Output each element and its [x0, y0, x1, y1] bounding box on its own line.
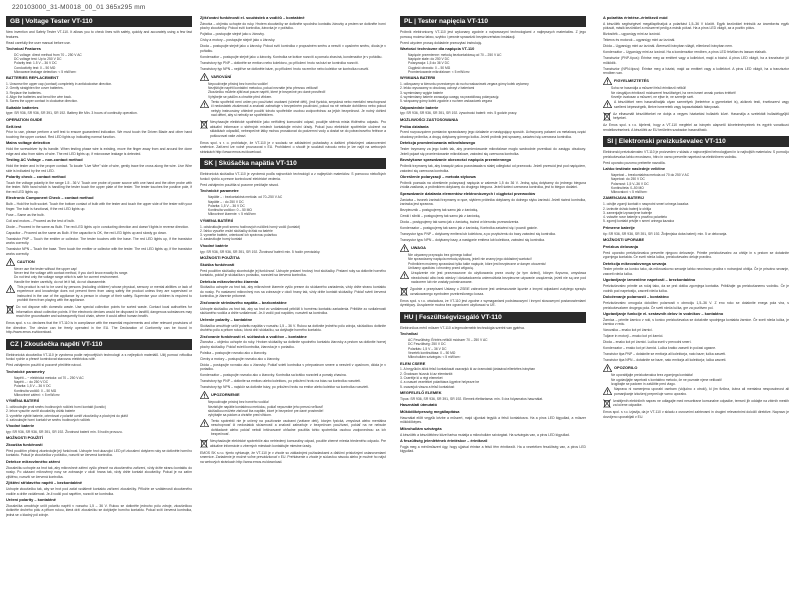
manual-section: [6, 16, 192, 335]
intro-text: New invention and Safety Tester VT-110. It allows you to check lines with safety, quickly and accurately using a few fast features.: [6, 30, 192, 39]
component-check-heading: Electronic Component Check – contact method: [6, 195, 94, 201]
warning-triangle-icon: [603, 387, 612, 395]
component-check-heading: A polaritás érintése–érintkező mód: [603, 15, 668, 20]
disposal-text: Do not dispose with domestic waste. Use special collection points for sorted waste. Contact local authorities for information about collection points. If the electronic devices would be disposed in landfill, dangerous substances may reach the groundwater and subsequently food chain, where it could affect human health.: [16, 305, 192, 319]
warning-triangle-icon: [6, 258, 15, 266]
caution-item: Do not test only the voltage range which is safe for current environment.: [14, 275, 120, 280]
battery-heading: WYMIANA BATERII: [400, 75, 436, 81]
safety-note-row: [603, 387, 789, 398]
disposal-row: [400, 287, 586, 298]
batteries-text: typ: SR 936, SR 936, SR 391, SR 192. Životnost baterií min. 5 hodin provozu.: [6, 429, 123, 434]
battery-step: 4. zaskrutkujte horný kontakt: [200, 237, 242, 242]
diode-text: Dioda – postępujemy tak samo jak z żarówką, świeci w kierunku przewodzenia.: [400, 220, 520, 225]
self-test-heading: Skúška funkčnosti: [200, 261, 235, 267]
battery-heading: ZAMENJAVA BATERIJ: [603, 195, 644, 201]
battery-step: 1. odskrutkujte proti smeru hodinových ručičiek horný vodič (kontakt): [200, 224, 301, 229]
column-3: [400, 14, 586, 605]
battery-step: 5. csavarjuk vissza a felső kontaktust: [400, 384, 455, 389]
spec-item: Microwave leakage detection: < 5 mW/cm²: [14, 69, 77, 74]
warning-triangle-icon: [400, 271, 409, 279]
fuse-text: Poistka – postupujte rovnako ako u žiarovky.: [200, 350, 267, 355]
safety-note: Urządzenie nie jest przeznaczone do użytkowania przez osoby (w tym dzieci), którym fizyczna, umysłowa niezdolność albo brak wiedzy i doświadczenia uniemożliwia bezpieczne używanie urządzenia, jeżeli nie są one pod nadzorem lub nie zostały poinstruowane.: [411, 271, 586, 285]
batteries-text: Típus: SR 936, SR 936, SR 391, SR 192. Elemek élettartama: min. 5 óra folyamatos használat.: [400, 396, 544, 401]
caution-item: vyhýbajte sa pádom a chráňte pred vlhkom.: [208, 413, 272, 418]
conformity-text: Emos spol. s r.o. oświadcza, że VT-110 jest zgodne z wymaganiami podstawowymi i innymi stosownymi postanowieniami dyrektywy. Urządzenie można bez ograniczeń użytkować w UE.: [400, 298, 586, 308]
spec-item: DC voltage: direct method from 70 – 250 V AC: [14, 52, 82, 57]
ac-voltage-heading: Zjištění střídavého napětí – bezkontaktně: [6, 480, 83, 486]
battery-step: 3. Replace the batteries.: [6, 90, 42, 95]
intro-text: Elektronická zkoušečka VT-110 je vyrobena podle nejnovějších technologií a s nejlepších materiálů. Užij pomocí několika funkcí rychle a přesně kontrolovat stavovou elektrickou sítě.: [6, 352, 192, 362]
capacitor-text: Kondenzátor – postupujte rovnako ako u žiarovky. Kontrolka sa krátko rozsvieti a pomaly zhasína.: [200, 373, 347, 378]
batteries-text: tip: SR 936, SR 936, SR 391, SR 192. Življenjska doba baterij: min. 5 ur delovanja.: [603, 231, 728, 236]
manual-section: [400, 16, 586, 308]
warning-triangle-icon: [200, 73, 209, 81]
spec-item: Mikrovlnné záření: < 5 mW/cm²: [14, 392, 60, 397]
transistor-npn-text: Tranzisztor (NPN-típus): Érintse meg a bázist, majd az emittert vagy a kollektort. A piros LED világít, ha a tranzisztor rendben van.: [603, 66, 789, 76]
safety-note: Tento spotrebič nie je určený na používanie osobami (vrátane detí), ktorým fyzická, zmyslová alebo mentálna neschopnosť či nedostatok skúseností a znalostí zabraňuje v bezpečnom používaní, pokiaľ na ne nebude dohliadané alebo pokiaľ neboli inštruované ohľadne použitia tohto spotrebiča osobou zodpovednou za ich bezpečnosť.: [211, 418, 386, 437]
disposal-text: Nevyhazujte elektrické spotřebiče jako netříděný komunální odpad, použijte sběrná místa tříděného odpadu. Pro aktuální informace o sběrných místech kontaktujte místní úřady. Pokud jsou elektrické spotřebiče uložené na skládkách odpadků, nebezpečné látky mohou prosakovat do podzemní vody a dostat se do potravinového řetězce a poškozovat vaše zdraví.: [210, 120, 386, 138]
microwave-text: Tester trzymamy za jego kołek tak, aby promieniowanie mikrofalowe mogło swobodnie przenikać do zasięgu obudowy. Jeżeli pojawi się promieniowanie mikrofalowe, zaświeci się czerwona kontrolka.: [400, 147, 586, 156]
conformity-text: Emos spol. s r. o. prohlašuje, že VT-110 je v souladu se základními požadavky a dalšími příslušnými ustanoveními směrnice. Zařízení lze volně provozovat v EU. Prohlášení o shodě je součástí návodu nebo je lze najít na webových stránkách http://www.emos.eu/download.: [200, 140, 386, 154]
coil-text: Tuljave in motorji – enako kot pri žarnici.: [603, 334, 664, 339]
weee-bin-icon: [6, 305, 14, 314]
manual-section: [200, 16, 386, 154]
spec-item: Conductivity test: 0 – 50 MΩ: [14, 65, 56, 70]
bulb-text: Žiarovka – objímku uchopte do ruky. Hrotom skúšačky sa dotknite spodného kontaktu žiarovky a prstom sa dotknite hornej plochy skúšačky. Pokiaľ svieti kontrolka, žiarovka je v poriadku.: [200, 340, 386, 349]
bulb-text: Žarnica – primite žarnico v roki, s konico preizkuševalca se dotaknite spodnjega kontakta žarnice. Če sveti rdeča lučka, je žarnica v redu.: [603, 317, 789, 327]
spec-heading: Technical Features: [6, 46, 41, 51]
caution-heading: UWAGA: [411, 245, 426, 251]
weee-bin-icon: [400, 287, 408, 296]
section-title: SI | Elektronski preizkuševalec VT-110: [603, 136, 789, 147]
bulb-text: Żarówka – trzonek żarówki trzymamy w ręce, stykiem próbnika dotykamy do dolnego styku żarówki. Jeżeli świeci kontrolka, żarówka jest sprawna.: [400, 197, 586, 207]
battery-heading: VÝMENA BATÉRIÍ: [200, 217, 233, 223]
coil-text: Cewki i silniki – postępujemy tak samo jak z żarówką.: [400, 214, 481, 219]
spec-heading: Technikai: [400, 331, 418, 337]
warning-triangle-icon: [603, 364, 612, 372]
fuse-text: Biztosíték – ugyanúgy mint az izzónál.: [603, 32, 661, 37]
battery-step: 3. vymeňte batérie, orientovať ich správnou polaritou: [200, 233, 277, 238]
battery-step: 3. Cserélje ki a régi elemeket: [400, 376, 443, 380]
batteries-heading: MEGFELELŐ ELEMEK: [400, 389, 442, 395]
manual-section: [200, 158, 386, 464]
polarity-heading: Polarity check – contact method: [6, 174, 66, 180]
conformity-text: Emos spol. s r.o. izjavlja, da je VT-110 v skladu z osnovnimi zahtevami in drugimi relevantnimi določili direktive. Napravo je dovoljeno uporabljati v EU.: [603, 410, 789, 419]
spec-item: Vezeték kontinuitása: 0 – 50 MΩ: [408, 351, 456, 356]
spec-item: Polarita: 1,5 V – 36 V DC: [14, 384, 51, 389]
caution-item: Ne ugotavljajte napetosti s kontaktno metodo, če ne poznate njene velikosti!: [611, 377, 722, 382]
read-manual-note: Read carefully the user manual before use.: [6, 40, 71, 45]
self-test-text: Pred uporabo preizkuševalca preverite njegovo delovanje. Primite preizkuševalec za ohišje in s prstom se dotaknite zgornjega kontakta. Če sveti rdeča lučka, preizkuševalec deluje pravilno.: [603, 250, 789, 260]
ac-voltage-text: Uchopte skúšačku za hrot tak, aby sa hrot vo vzdialenosti priblížil k hornému kontaktu zariadenia. Približte zo vzdialenosti skúšaného vodiča a držte vzdialenosť. Je-li vodič pod napätím, rozsvieti sa kontrolka.: [200, 306, 386, 316]
spec-item: Napięcie przemienne: metodą bezkontaktową od 70 – 250 V AC: [408, 52, 502, 57]
spec-item: Napätie – : bezkontaktná metóda: od 70–250 V AC: [208, 195, 283, 200]
coil-text: Coil and motors – Proceed as the test of bulb.: [6, 218, 75, 223]
spec-item: Napetost: do 250 V DC: [611, 177, 645, 182]
caution-item: skúšačkou môžete zisťovať iba napätie, ktoré je bezpečné pre dané prostredie!: [208, 408, 324, 413]
fuse-text: Bezpiecznik – postępujemy tak samo jak z żarówką.: [400, 208, 479, 213]
spec-heading: Wartości techniczne dla napięcia VT-110: [400, 46, 475, 51]
file-label: 220103000_31-M0018_00_01 365x295 mm: [12, 4, 146, 11]
capacitor-text: Kondensator – postępujemy tak samo jak z żarówką. Kontrolka zaświeci się i powoli gaśnie.: [400, 226, 538, 231]
spec-item: Polarita: 1,5 V – 36 V DC: [208, 203, 245, 208]
batteries-text: type: SR 936, SR 936, SR 391, SR 192. Battery life Min. 3 hours of continuity operation.: [6, 111, 138, 116]
warning-triangle-icon: [603, 77, 612, 85]
intro-text: Elektronski preizkuševalec VT-110 je proizveden v skladu z najnovejšimi tehnologijami in iz najboljših materialov. S pomočjo preizkuševalca lahko enostavno, hitro in varno preverite napetost na električnem vodniku.: [603, 150, 789, 159]
transistor-pnp-text: Transistor PNP – Touch the emitter or collector. The tester touches with the base. The red LED lights up, if the transistor works correctly.: [6, 236, 192, 246]
battery-step: 3. zamenjajte izpraznjene baterije: [603, 210, 653, 215]
transistor-npn-text: Transistor NPN – Touch the base. Then touch the emitter or collector with the tester. The red LED lights up, if the transistor works correctly.: [6, 247, 192, 256]
transistor-npn-text: Tranzistory typ NPN – najskôr sa dotknite bázy, po priložení hrotu na emitor alebo kolektor sa kontrolka rozsvieti.: [200, 385, 369, 390]
ac-voltage-text: Hold the tester and in the proper contact. To locate "Live Wire" side of wire, gently trace the cross along the wire. Live Wire side is indicated by the red LED.: [6, 164, 192, 173]
battery-step: 4. a csavart vezetéket polaritásra ügyelve helyezze be: [400, 380, 480, 385]
battery-step: 2. ľahko vysuňte vnútri skúšačky držiak na batérie: [200, 228, 273, 233]
spec-item: Napięcie stałe: do 250 V DC: [408, 57, 450, 62]
caution-item: Never test the voltage with contact method, if you don't know exactly its range.: [14, 270, 129, 275]
battery-step: 4. zašroubujte horní kontakt ve směru hodinových ručiček: [6, 417, 91, 422]
spec-item: Napětí – : do 250 V DC: [14, 379, 49, 384]
ac-voltage-heading: Bezstykowe sprawdzanie obecności napięcia przemiennego: [400, 157, 512, 163]
transistor-pnp-text: Tranzistory typ PNP – dotknite sa emitoru alebo kolektoru, po priložení hrotu na bázu sa kontrolka rozsvieti.: [200, 379, 361, 384]
capacitor-text: Kondenzátor – Ugyanúgy mint az izzónál. Ha a kondenzátor rendben, a piros LED felvillan és lassan elalszik.: [603, 50, 767, 55]
spec-heading: Technické parametre: [200, 188, 239, 194]
spec-item: Kontinuita vodičov: 0 – 50 MΩ: [208, 208, 252, 213]
transistor-pnp-text: Tranzisztor (PNP-típus): Érintse meg az emittert vagy a kollektort, majd a bázist. A piros LED világít, ha a tranzisztor jól működik.: [603, 56, 789, 65]
safety-note: A készüléket nem használhatják olyan személyek (beleértve a gyerekeket is), akiknek testi, érzékszervi vagy szellemi képességeik, illetve ismereteik vagy tapasztalataik hiányosak.: [614, 100, 789, 109]
polarity-heading: Určení polarity – kontaktně: [6, 497, 56, 503]
battery-step: 1. odšroubujte proti směru hodinových ručiček horní kontakt (kondic): [6, 404, 106, 409]
caution-heading: UPOZORNENIE: [211, 392, 240, 398]
batteries-text: typ: SR 936, SR 936, SR 391, SR 192. żywotność baterii: min. 5 godzin pracy.: [400, 111, 518, 116]
fuse-text: Pojistka – postupujte stejně jako u žárovky.: [200, 32, 265, 37]
caution-item: Zkoušečku můžete zjišťovat pouze napětí, které je bezpečné pro dané prostředí!: [208, 90, 326, 95]
spec-item: Mikrovalovi: < 5 mW/cm²: [611, 190, 648, 195]
ac-voltage-heading: A feszültség jelenlétének érintéskor – érintkező: [400, 438, 488, 444]
polarity-text: Próbnik pozwala na określenie polaryzacji napięcia w zakresie 1,5 do 36 V. Jedną ręką dotykamy do jednego bieguna źródła zasilania, a próbnikiem dotykamy do drugiego bieguna. Jeżeli świeci czerwona kontrolka, jest to biegun dodatni.: [400, 180, 586, 190]
safety-note-row: [400, 271, 586, 286]
polarity-text: Touch the voltage polarity in the range 1.5 - 36 V. Touch one probe of power source with one hand and the other probe with the tester. With hand which is handling the tester touch the upper plate of the tester. The tester touches the positive pole, if the red LED lights up.: [6, 180, 192, 194]
battery-step: 3. vyměňte vybité baterie, orientovat v polaritě uvnitř zkoušečky a plochými do plášť: [6, 413, 128, 418]
transistor-npn-text: Tranzistory typ NPN – nejdříve se dotkněte báze, po přiložení hrotu na emitor nebo kolektor se kontrolka rozsvítí.: [200, 66, 370, 71]
polarity-heading: Określenie polaryzacji – metoda stykowa: [400, 174, 476, 180]
caution-heading-row: [603, 77, 789, 85]
guide-heading: MOŽNOSTI POUŽITIA: [200, 255, 240, 261]
weee-bin-icon: [200, 439, 208, 448]
diode-text: Dioda – postupujte stejně jako u žárovky. Pokud svítí kontrolka v propustném směru a nesvítí v opačném směru, dioda je v pořádku.: [200, 44, 386, 53]
warning-triangle-icon: [200, 419, 209, 427]
disposal-text: Izrabljenih električnih naprav ne odlagajte med nesortirane komunalne odpadke, temveč jih oddajte na zbirnih mestih za ločene odpadke.: [613, 398, 789, 408]
self-test-text: Před použitím přístroj zkontrolujte její funkčnost. Uchopte hrot ukazující LED při zkoušení dotykem ruky se dotkněte horního kontaktu. Pokud je zkoušečka v pořádku, rozsvítí se červená kontrolka.: [6, 448, 192, 458]
fuse-text: Varovalka – enako kot pri žarnici.: [603, 328, 653, 333]
caution-heading-row: [603, 364, 789, 372]
warning-triangle-icon: [6, 285, 15, 293]
microwave-text: Zkoušečku uchopte za hrot tak, aby mikrovlnné záření vyšlo přesně na zkoušeného zařízení, vždy držte stranu kontaktu do nosky. Po ukázaní mikrovlnný nosy se zobrazuje v okolí hrana tak, vždy držte kontakt zkoušečky. Pokud je na zatím zjištěno, rozsvítí se červená kontrolka.: [6, 465, 192, 479]
safety-note-row: [6, 285, 192, 305]
component-check-heading: Zjišťování funkčnosti el. součástek a vodičů – kontaktně: [200, 15, 305, 20]
manual-section: [400, 312, 586, 454]
batteries-heading: Odpowiednie baterie: [400, 104, 439, 110]
ac-voltage-heading: Zisťovanie striedavého napätia – bezkontaktne: [200, 299, 287, 305]
capacitor-text: Capacitor – Proceed as the same as Bulb. If the capacitor is OK, the red LED lights up and slowly go down.: [6, 230, 167, 235]
microwave-heading: Detekcia mikrovlnného žiarenia: [200, 278, 259, 284]
intro-text: Próbnik elektroniczny VT-110 jest wykonany zgodnie z najnowszymi technologiami z najlepszych materiałów. Z jego pomocą możesz łatwo, szybko i pewnie sprawdzić bezpieczeństwo instalacji.: [400, 30, 586, 39]
battery-step: 2. Óvatosan húzzuk ki az elemtartót: [400, 371, 453, 376]
caution-item: Kezelje óvatosan a műszert, ne ejtse le, ne szerelje szét.: [611, 94, 695, 99]
ac-voltage-heading: Ugotavljanje izmenične napetosti – brezkontaktno: [603, 277, 696, 283]
diode-text: Dioda – enako kot pri žarnici. Lučka sveti v prevodni smeri.: [603, 340, 692, 345]
polarity-text: Preizkuševalec omogoča določitev polarnosti v območju 1,5–36 V. Z eno roko se dotaknite enega pola vira, s preizkuševalcem drugega pola. Če sveti rdeča lučka, gre za pozitiven pol.: [603, 301, 789, 310]
self-test-heading: Próba działania: [400, 123, 429, 129]
battery-step: 4. Align the batteries and bend the wire back.: [6, 94, 72, 99]
section-title: HU | Feszültségvizsgáló VT-110: [400, 312, 586, 323]
bulb-text: Žárovka – objímku uchopte do ruky. Hrotem zkoušečky se dotkněte spodního kontaktu žárovky a prstem se dotkněte horní plochy zkoušečky. Pokud svítí kontrolka, žárovka je v pořádku.: [200, 21, 386, 31]
disposal-row: [200, 120, 386, 140]
battery-step: 4. wymieniamy baterie zwracając uwagę na prawidłową polaryzację: [400, 94, 499, 99]
battery-step: 2. lekko wysuwamy w obudowę uchwyt z bateriami: [400, 86, 475, 91]
caution-heading-row: [200, 73, 386, 81]
spec-item: AC Feszültség: Érintés nélküli módszer 70 – 250 V AC: [408, 338, 488, 343]
disposal-text: Zgodnie z przepisami Ustawy o ZSEiE zabronione jest umieszczanie łącznie z innymi odpadami zużytego sprzętu oznakowanego symbolem przekreślonego kosza.: [410, 287, 586, 296]
warning-triangle-icon: [200, 391, 209, 399]
guide-heading: MOŽNOSTI POUŽITÍ: [6, 435, 43, 441]
microwave-heading: Detekcija mikrovalovnega sevanja: [603, 260, 667, 266]
caution-heading: VAROVÁNÍ: [211, 73, 232, 79]
spec-item: Mikrohullám szivárgás: < 5 mW/cm²: [408, 355, 461, 360]
spec-item: DC Feszültség: 250 V DC: [408, 342, 446, 347]
warning-triangle-icon: [200, 100, 209, 108]
caution-item: Vyhýbejte se pádům a chraňte před vlhkem.: [208, 94, 273, 99]
read-manual-note: Před zahájením použití si pozorně přečtěte návod.: [6, 363, 82, 368]
read-manual-note: Pred zahájením použitia si pozorne prečítajte návod.: [200, 182, 279, 187]
spec-item: Mikrovlnné žiarenie: < 5 mW/cm²: [208, 212, 257, 217]
caution-heading-row: [200, 391, 386, 399]
batteries-text: typ: SR 936, SR 936, SR 391, SR 192. Životnosť batérií min. 5 hodín prevádzky.: [200, 249, 321, 254]
weee-bin-icon: [603, 112, 611, 121]
battery-step: 5. wkręcamy górny kołek zgodnie z ruchem wskazówek zegara: [400, 99, 492, 104]
column-1: [6, 14, 192, 605]
batteries-heading: Vhodné baterie: [6, 423, 35, 429]
disposal-row: [603, 399, 789, 410]
self-test-text: Használat előtt vegyük kézbe a műszert, majd ujjunkat tegyük a felső kontaktusra. Ha a piros LED kigyullad, a műszer működőképes.: [400, 415, 586, 425]
safety-note-row: [603, 100, 789, 111]
spec-item: Polarnost: 1,5 V–36 V DC: [611, 181, 649, 186]
intro-text: Elektronikus mérő műszer VT-110 a legmodernebb technológia szerint van gyártva.: [400, 325, 525, 330]
self-test-heading: Működőképesség megállapítása: [400, 408, 460, 414]
caution-item: Nezjišťujte napětí kontaktní metodou, pokud neznáte jeho přesnou velikost!: [208, 86, 318, 91]
conformity-text: Az Emos spol. s r.o. kijelenti, hogy a VT-110 megfelel az irányelv alapvető követelményeinek és egyéb vonatkozó rendelkezéseinek. A készülék az EU területén szabadon használható.: [603, 123, 789, 132]
safety-note-row: [200, 100, 386, 120]
section-title: CZ | Zkoušečka napětí VT-110: [6, 339, 192, 350]
spec-item: Polaritás: 1,5 V – 36 V DC: [408, 346, 447, 351]
battery-step: 3. wymieniamy wyjęte baterie: [400, 90, 444, 95]
safety-note-row: [200, 419, 386, 439]
self-test-heading: Self-test: [6, 123, 22, 129]
caution-item: Unikamy upadków i chronimy przed wilgocią.: [408, 266, 474, 271]
spec-item: Ciągłość obwodu: 0 – 50 MΩ: [408, 65, 451, 70]
polarity-text: Skúšačka umožňuje určiť polaritu napätia v rozsahu 1,5 – 36 V. Rukou sa dotknite jedného pólu zdroja, skúšačkou dotknite druhého pólu a pritom rukou, ktorá drží skúšačku, sa dotýkajte horného kontaktu.: [200, 323, 386, 333]
guide-heading: Használati útmutató: [400, 402, 437, 408]
caution-item: Never use the tester without the upper cap!: [14, 266, 78, 271]
battery-step: 5. Screw the upper contact in clockwise direction.: [6, 99, 79, 104]
microwave-heading: Detekce mikrovlnného záření: [6, 458, 60, 464]
microwave-text: Tester primite za konico tako, da mikrovalovno sevanje lahko neovirano prodira v notranjost ohišja. Če je prisotno sevanje, zasveti rdeča lučka.: [603, 267, 789, 276]
transistor-pnp-text: Tranzistory typ PNP – dotkněte se emitoru nebo kolektoru, po přiložení hrotu na bázi se kontrolka rozsvítí.: [200, 60, 359, 65]
battery-step: 4. vstavite nove baterije s pravilno polariteto: [603, 215, 668, 220]
guide-heading: MOŻLIWOŚCI ZASTOSOWANIA: [400, 116, 459, 122]
spec-item: DC voltage test: Up to 250 V DC: [14, 57, 62, 62]
weee-bin-icon: [200, 120, 208, 129]
section-title: GB | Voltage Tester VT-110: [6, 16, 192, 27]
caution-item: Ne vizsgáljon érintkező módszerrel feszültséget, ha nem ismeri annak pontos értékét!: [611, 90, 736, 95]
ac-voltage-text: Preizkuševalec primite za ročaj tako, da se prst dotika zgornjega kontakta. Približajte ga preizkušanemu vodniku. Če je vodnik pod napetostjo, zasveti rdeča lučka.: [603, 284, 789, 293]
warning-triangle-icon: [400, 244, 409, 252]
battery-step: 1. odkręcamy w kierunku przeciwnym do ruchu wskazówek zegara górny kołek wyłomny: [400, 82, 529, 87]
ac-voltage-text: Próbnik trzymamy tak, aby krawędź palca pozostawała w stałej odległości od przewodu. Jeżeli przewód jest pod napięciem, zaświeci się czerwona kontrolka.: [400, 164, 586, 173]
coil-text: Tekercs és motorok – ugyanúgy mint az izzónál.: [603, 38, 676, 43]
self-test-heading: Preizkus delovanja: [603, 243, 639, 249]
diode-text: Dióda – postupujte rovnako ako u žiarovky. Pokiaľ svieti kontrolka v priepustnom smere a nesvieti v opačnom, dióda je v poriadku.: [200, 362, 386, 372]
section-title: PL | Tester napięcia VT-110: [400, 16, 586, 27]
guide-heading: OPERATION GUIDE: [6, 116, 43, 122]
safety-note: This product is not to be used by persons (including children) whose physical, sensory or mental abilities or lack of experience and knowledge does not prevent them from using safely the product unless they are supervised or instructed in the use of the appliance by a person in charge of their safety. Supervise your children is required to prohibit them from playing with the appliance.: [17, 284, 192, 303]
microwave-heading: Mikrohullám szivárgás: [400, 425, 442, 431]
battery-step: 2. lehce vysuňte uvnitř zkoušečky držák baterie: [6, 409, 76, 414]
spec-item: Napetost – brezkontaktna metoda od 70 do 250 V AC: [611, 172, 690, 177]
spec-item: Napětí – ~ elektrická metoda: od 70 – 250 V AC: [14, 375, 84, 380]
battery-step: 2. izvlecite držalo baterij iz ohišja: [603, 206, 652, 211]
caution-item: Soha ne használja a műszert felső érintkező nélkül!: [611, 86, 687, 91]
coil-text: Cievky a motory – postupujte rovnako ako u žiarovky.: [200, 356, 281, 361]
spec-item: Napätie – : do 250 V DC: [208, 199, 244, 204]
spec-item: Promieniowanie mikrofalowe: < 5 mW/cm²: [408, 69, 470, 74]
caution-item: Handle the tester carefully, do not let it fall, do not disassemble.: [14, 279, 107, 284]
caution-item: Izogibajte se padcem in zaščitite pred vlago.: [611, 381, 676, 386]
fuse-text: Fuse – Same as the bulb.: [6, 212, 45, 217]
spec-heading: Lahko testirate naslednje veličine: [603, 166, 666, 172]
spec-heading: Technické parametry: [6, 368, 45, 374]
caution-item: Nepoužívejte přístroj bez horního vodiče!: [208, 81, 268, 86]
microwave-text: A készülék a készülékhez közel tartva mutatja a mikrohullám szivárgást. Ha szivárgás van, a piros LED kigyullad.: [400, 432, 570, 437]
spec-item: Kontinuita vodičů: 0 – 50 MΩ: [14, 388, 57, 393]
weee-bin-icon: [603, 399, 611, 408]
read-manual-note: Przed użyciem proszę dokładnie przeczytać instrukcję.: [400, 40, 483, 45]
ac-voltage-text: Fogja meg a mérőműszert úgy, hogy ujjaival érintse a felső fém érintkezőt. Ha a vezetéken feszültség van, a piros LED kigyullad.: [400, 444, 586, 454]
microwave-heading: Detekcja promieniowania mikrofalowego: [400, 140, 476, 146]
battery-step: 1. Unscrew the upper cap (contact) completely in anticlockwise direction.: [6, 82, 113, 87]
disposal-row: [603, 112, 789, 123]
self-test-text: Pred použitím skúšačky skontrolujte jej funkčnosť. Uchopte prstami hrotový hrot skúšačky. Prstami ruky sa dotknite horného kontaktu, pokiaľ je skúšačka v poriadku, rozsvieti sa červená kontrolka.: [200, 268, 386, 278]
component-check-heading: Sprawdzanie działania elementów elektronicznych i ciągłości przewodów: [400, 190, 536, 196]
polarity-heading: Určenie polarity – kontaktne: [200, 316, 253, 322]
conformity-text: EMOS SK s.r.o. týmto vyhlasuje, že VT-110 je v zhode so základnými požiadavkami a ďalšími príslušnými ustanoveniami smernice. Zariadenie je možné voľne prevádzkovať v EU. Prehlásenie o zhode je súčasťou návodu alebo je možné ho nájsť na webových stránkach http://www.emos.eu/download.: [200, 450, 386, 464]
microwave-text: Hold the screwdriver by its handle. When testing phase wire is existing, move the finger away from and around the done edge and also from sides of wire. The red LED lights up, if microwave leakage is detected.: [6, 147, 192, 156]
guide-heading: MOŽNOSTI UPORABE: [603, 237, 645, 243]
component-check-heading: Ugotavljanje funkcije el. sestavnih delov in vodnikov – kontaktno: [603, 311, 724, 317]
transistor-npn-text: Tranzystor typu NPN – dotykamy bazy, a następnie emitera lub kolektora, zaświeci się kontrolka.: [400, 238, 545, 243]
manual-section: [6, 339, 192, 518]
battery-step: 2. Gently straighten the cover batteries.: [6, 86, 64, 91]
spec-item: Polaryzacja: 1,5 do 36 V DC: [408, 61, 450, 66]
manual-section: [603, 136, 789, 419]
caution-item: Próbnikiem możemy sprawdzać tylko takie napięcie, które jest bezpieczne w danym otoczeniu!: [408, 261, 547, 266]
bulb-text: A készülék segítségével megállapíthatjuk a polaritást 1,5–36 V között. Egyik kezünkkel érintsük az áramforrás egyik pólusát, másik kezünkkel a műszerrel pedig a másik pólust. Ha a piros LED világít, az a pozitív pólus.: [603, 21, 789, 31]
caution-heading-row: [6, 258, 192, 266]
diode-text: Diode – Proceed in the same as Bulb. The red LED lights up in conducting direction and doesn't lights in reverse direction.: [6, 224, 190, 229]
intro-text: Elektronická skúšačka VT-110 je vyrobená podľa najnovších technológií a z najlepších materiálov. S pomocou niekoľkých funkcií rýchlo a presne kontrolovať elektrické vedenia.: [200, 172, 386, 181]
transistor-pnp-text: Tranzystor typu PNP – dotykamy emitera lub kolektora, a po przyłożeniu do bazy zaświeci się kontrolka.: [400, 232, 556, 237]
caution-item: Nie używamy przyrządu bez górnego kołka!: [408, 253, 472, 258]
battery-heading: ELEM CSERE: [400, 360, 426, 366]
column-2: [200, 14, 386, 605]
battery-heading: BATTERIES REPLACEMENT: [6, 75, 59, 81]
self-test-text: Przed rozpoczęciem pomiarów sprawdzamy jego działanie w następujący sposób. Uchwycony palcami za metalową część obudowy próbnika, a drugą dotykamy górnego kołka. Jeżeli próbnik jest sprawny, zaświeci się czerwona kontrolka.: [400, 130, 586, 139]
microwave-heading: Mains voltage detection: [6, 140, 51, 146]
coil-text: Cívky a motory – postupujte stejně jako u žárovky.: [200, 38, 276, 43]
battery-step: 5. zgornji kontakt privijte v smeri urinega kazalca: [603, 219, 674, 224]
caution-heading: CAUTION: [17, 258, 35, 264]
caution-item: Nepoužívajte prístroj bez horného vodiča!: [208, 400, 269, 405]
caution-item: Ne uporabljajte preizkuševalca brez zgornjega kontakta!: [611, 373, 693, 378]
caution-heading-row: [400, 244, 586, 252]
disposal-text: Nevyhadzujte elektrické spotrebiče ako netriedený komunálny odpad, použite zberné miesta triedeného odpadu. Pre aktuálne informácie o zberných miestach kontaktujte miestne úrady.: [210, 439, 386, 448]
battery-step: 1. odvijte zgornji kontakt v nasprotni smeri urinega kazalca: [603, 202, 689, 207]
spec-item: Polarity test: 1.5 V – 36 V DC: [14, 61, 57, 66]
polarity-text: Zkoušečka umožňuje určit polaritu napětí v rozsahu 1,5 – 36 V. Rukou se dotkněte jednoho pólu zdroje, zkoušečkou dotkněte druhého pólu a přitom rukou, která drží zkoušečku se dotýkejte horního kontaktu. Pokud svítí červená kontrolka, jedná se o kladný pól zdroje.: [6, 503, 192, 517]
batteries-heading: Primerne baterije: [603, 224, 635, 230]
ac-voltage-text: Uchopte zkoušečku tak, aby se hrot pod zaťat vzdáleně kontaktu zařízení zkoušečky. Přiložte ze vzdálenosti zkoušeného vodiče a držte vzdálenost. Je-li vodič pod napětím, rozsvítí se kontrolka.: [6, 487, 192, 496]
caution-heading: OPOZORILO: [614, 365, 638, 371]
self-test-text: Prior to use, please perform a self test to ensure guaranteed indication. We must touch the Driven Blade and other hand touching the upper contact. Red LED lights up indicating normal function.: [6, 130, 192, 139]
component-check-heading: Zisťovanie funkčnosti el. súčiastok a vodičov – kontaktne: [200, 333, 307, 339]
transistor-pnp-text: Tranzistor tipa PNP – dotaknite se emitorja ali kolektorja, nato baze; lučka zasveti.: [603, 352, 727, 357]
conformity-text: Emos spol. s r.o. declares that the VT-110 is in compliance with the essential requirements and other relevant provisions of the directive. The device can be freely operated in the EU. The Declaration of Conformity can be found in http://www.emos.eu/download.: [6, 321, 192, 335]
bulb-text: Bulb – Hold the bulb socket. Touch the bottom contact of bulb with the tester and touch the upper side of the tester with your finger. The bulb is functional, if the red LED lights up.: [6, 202, 192, 211]
caution-item: Nie sprawdzamy napięcia metodą stykową, jeżeli nie znamy jego dokładnej wartości!: [408, 257, 532, 262]
polarity-heading: Določevanje polarnosti – kontaktno: [603, 294, 669, 300]
capacitor-text: Kondenzátor – postupujte stejně jako u žárovky. Kontrolka se krátce rozsvítí a pomalu zhasíná, kondenzátor je v pořádku.: [200, 54, 383, 59]
manual-section: [603, 16, 789, 132]
transistor-npn-text: Tranzistor tipa NPN – dotaknite se baze, nato emitorja ali kolektorja; lučka zasveti.: [603, 358, 727, 363]
safety-note: Naprava ni namenjena uporabi osebam (vključno z otroki), ki jim fizična, čutna ali mentalna nesposobnost ali pomanjkanje izkušenj preprečuje varno uporabo.: [614, 387, 789, 396]
battery-step: 1. A hegyükön állók felső kontaktusát csavarjuk ki az óramutató járásával ellentétes irányban: [400, 367, 536, 372]
caution-heading: FIGYELMEZTETÉS: [614, 78, 649, 84]
warning-triangle-icon: [603, 100, 612, 108]
self-test-heading: Zkouška funkčnosti: [6, 442, 43, 448]
disposal-text: Az elhasznált készülékeket ne dobja a vegyes háztartási hulladék közé. Használja a szelektált hulladékgyűjtő helyeket.: [613, 111, 789, 121]
read-manual-note: Pred uporabo pozorno preberite navodila.: [603, 160, 666, 165]
disposal-row: [200, 439, 386, 450]
section-title: SK | Skúšačka napätia VT-110: [200, 158, 386, 169]
batteries-heading: Suitable batteries: [6, 104, 39, 110]
spec-item: Kontinuiteta: 0–50 MΩ: [611, 185, 644, 190]
safety-note: Tento spotřebič není určen pro používání osobami (včetně dětí), jimž fyzická, smyslová nebo mentální neschopnost či nedostatek zkušeností a znalostí zabraňuje v bezpečném používání, pokud na ně nebude dohlíženo nebo pokud nebyly instruovány ohledně použití tohoto spotřebiče osobou zodpovědnou za jejich bezpečnost. Je nutný dohled nad dětmi, aby si nehrály se spotřebičem.: [211, 99, 386, 118]
disposal-row: [6, 305, 192, 320]
column-4: [603, 14, 789, 605]
diode-text: Dióda – Ugyanúgy mint az izzónál. Áteresztő irányban világít, ellenkező irányban nem.: [603, 44, 733, 49]
caution-item: Nezisťujte napätie kontaktnou metódou, pokiaľ nepoznáte jeho presnú veľkosť!: [208, 404, 324, 409]
ac-voltage-heading: Testing AC Voltage – non-contact method: [6, 157, 83, 163]
battery-heading: VÝMĚNA BATERIÍ: [6, 398, 39, 404]
microwave-text: Skúšačku uchopte za hrot tak, aby mikrovlnné žiarenie vyšlo presne do skúšaného zariadenia, vždy držte stranu kontaktu do nosky. Po nastavení mikrovlnný nos sa zobrazuje v okolí hrany tak, vždy držte kontakt skúšačky. Pokiaľ svieti červená kontrolka, je žiarenie prítomné.: [200, 285, 386, 299]
batteries-heading: Vhodné batérie: [200, 242, 229, 248]
capacitor-text: Kondenzator – enako kot pri žarnici. Lučka kratko zasveti in počasi ugasne.: [603, 346, 717, 351]
